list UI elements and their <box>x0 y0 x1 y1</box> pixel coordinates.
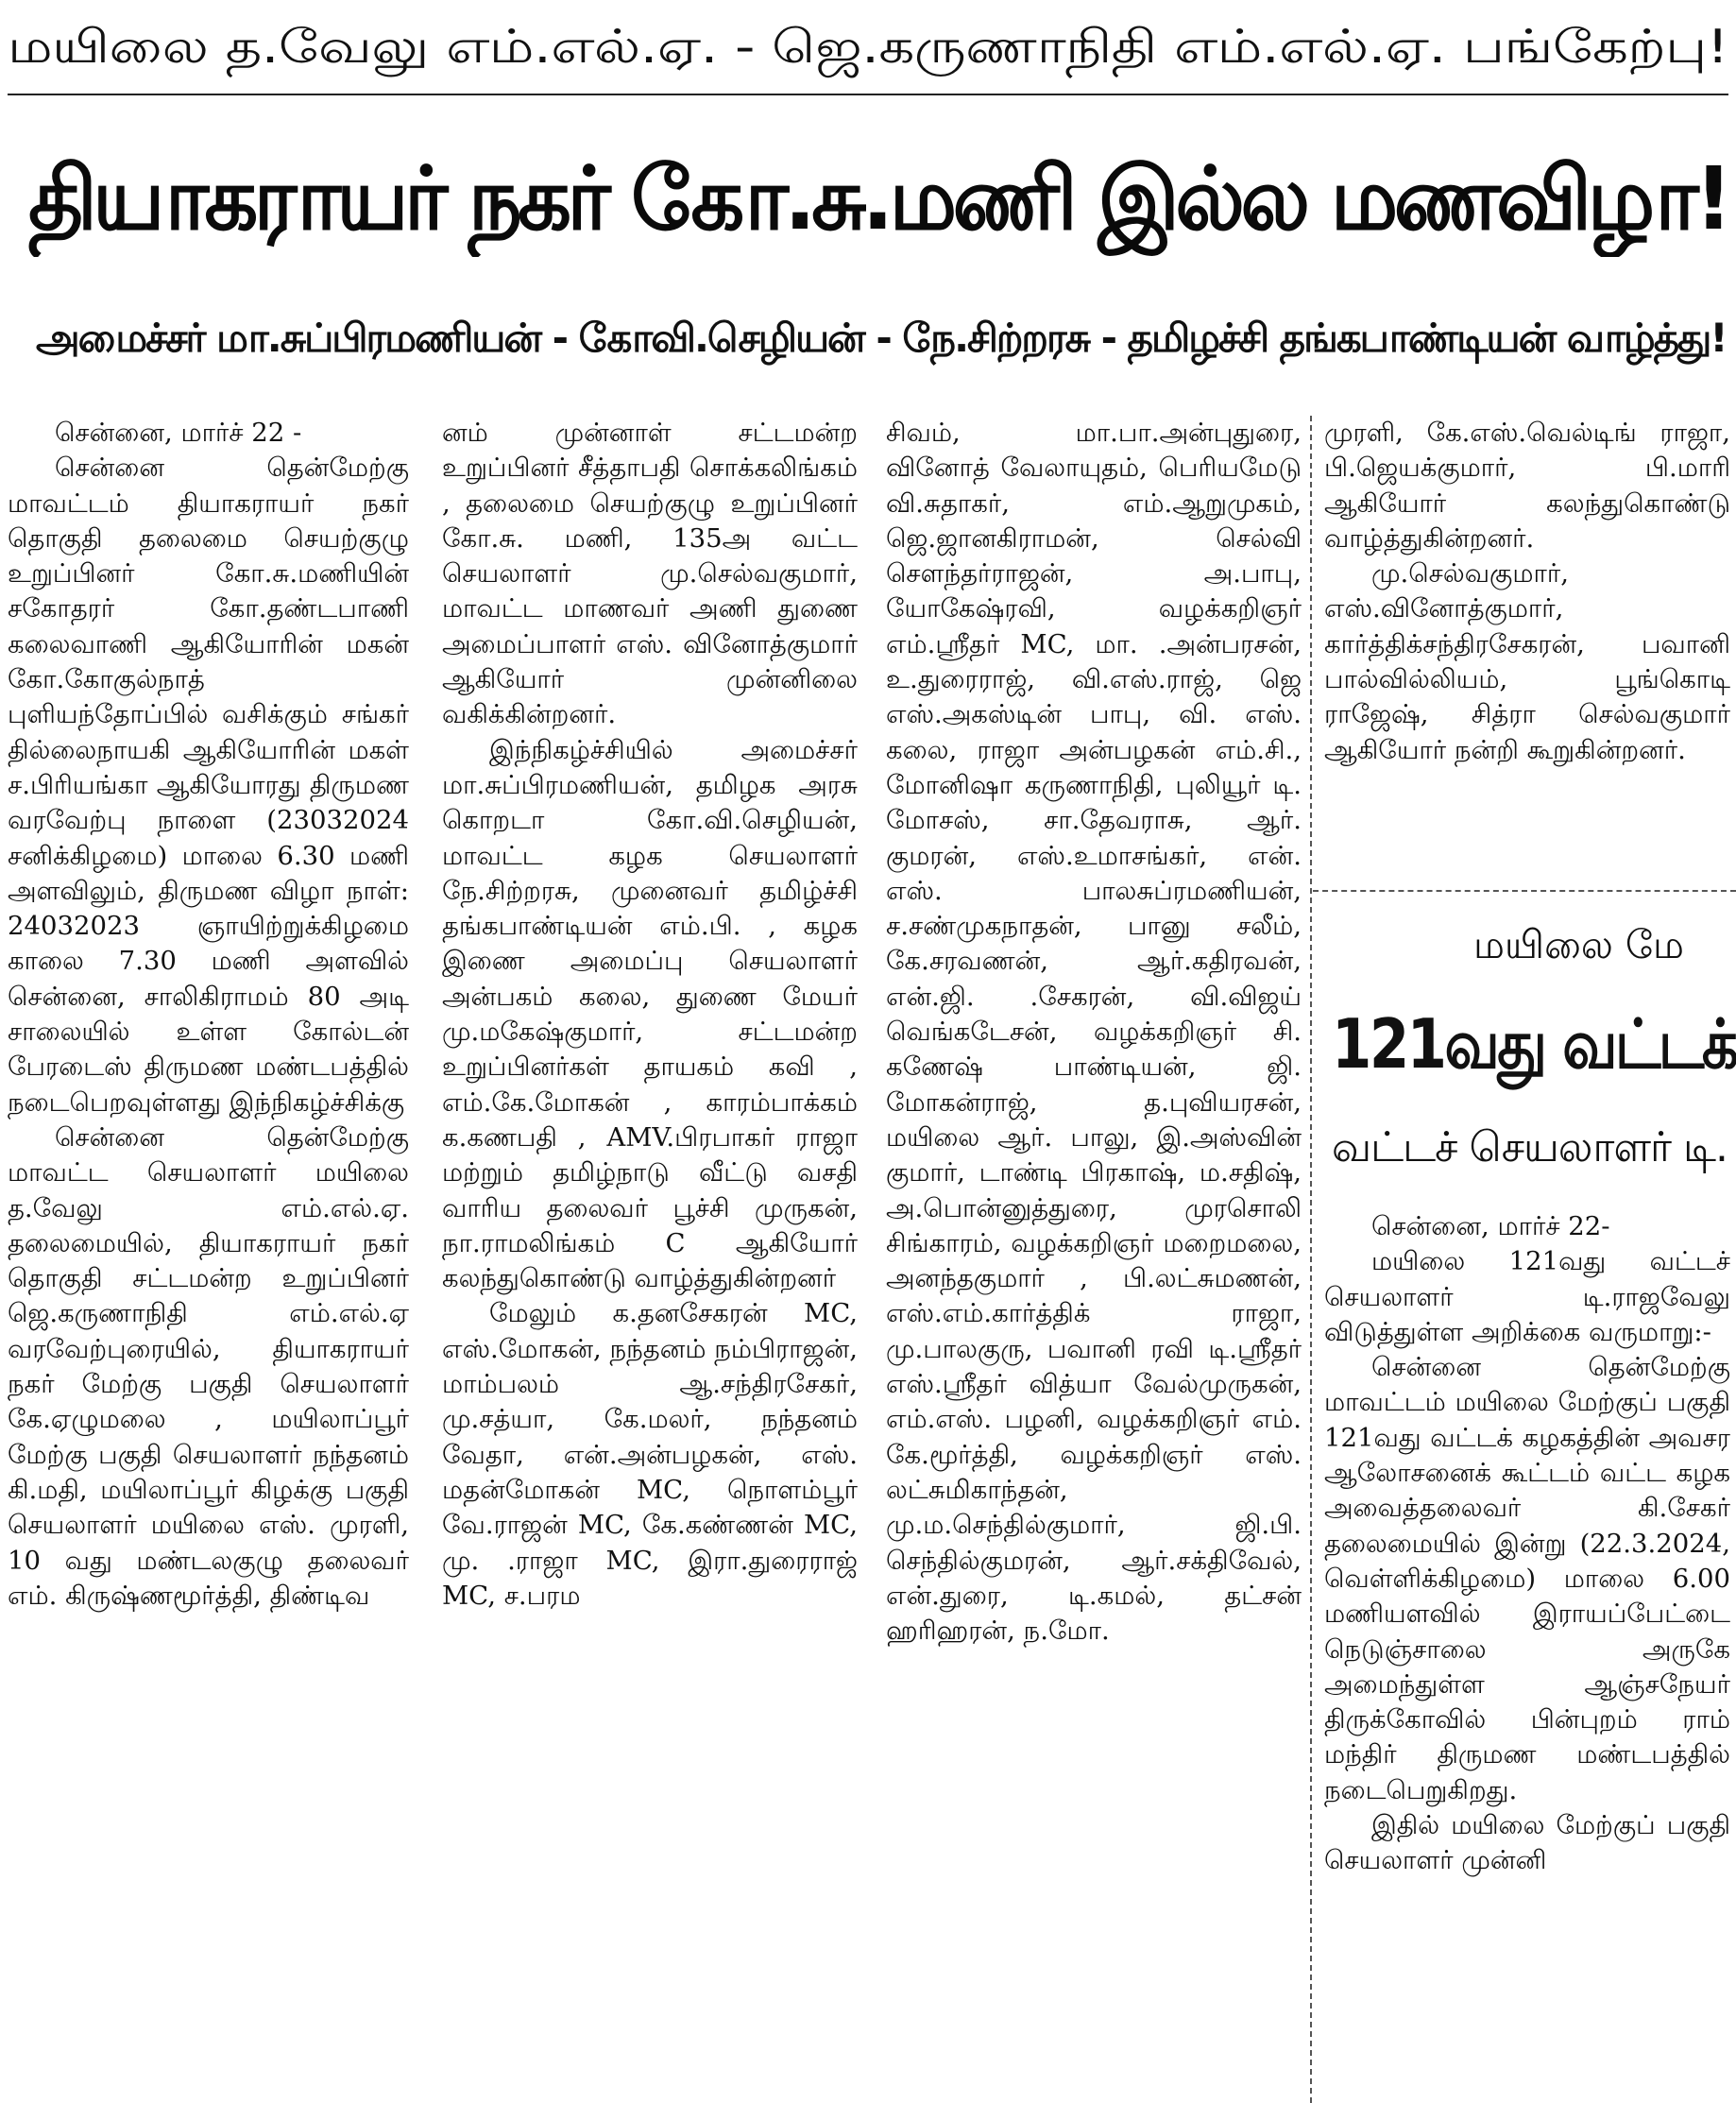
paragraph: இந்நிகழ்ச்சியில் அமைச்சர் மா.சுப்பிரமணியன், தமிழக அரசு கொறடா கோ.வி.செழியன், மாவட்ட கழக செயலாளர் நே.சிற்றரசு, முனைவர் தமிழ்ச்சி தங்கபாண்டியன் எம்.பி. , கழக இணை அமைப்பு செயலாளர் அன்பகம் கலை, துணை மேயர் மு.மகேஷ்குமார், சட்டமன்ற உறுப்பினர்கள் தாயகம் கவி , எம்.கே.மோகன் , காரம்பாக்கம் க.கணபதி , AMV.பிரபாகர் ராஜா மற்றும் தமிழ்நாடு வீட்டு வசதி வாரிய தலைவர் பூச்சி முருகன், நா.ராமலிங்கம் C ஆகியோர் கலந்துகொண்டு வாழ்த்துகின்றனர் <box>442 734 858 1294</box>
dateline: சென்னை, மார்ச் 22- <box>1371 1211 1610 1241</box>
paragraph: சென்னை தென்மேற்கு மாவட்டம் மயிலை மேற்குப் பகுதி 121வது வட்டக் கழகத்தின் அவசர ஆலோசனைக் கூட்டம் வட்ட கழக அவைத்தலைவர் கி.சேகர் தலைமையில் இன்று (22.3.2024, வெள்ளிக்கிழமை) மாலை 6.00 மணியளவில் இராயப்பேட்டை நெடுஞ்சாலை அருகே அமைந்துள்ள ஆஞ்சநேயர் திருக்கோவில் பின்புறம் ராம் மந்திர் திருமண மண்டபத்தில் நடைபெறுகிறது. <box>1324 1352 1730 1805</box>
side-article-body <box>1324 1209 1730 2097</box>
paragraph: மு.செல்வகுமார், எஸ்.வினோத்குமார், கார்த்திக்சந்திரசேகரன், பவானி பால்வில்லியம், பூங்கொடி ராஜேஷ், சித்ரா செல்வகுமார் ஆகியோர் நன்றி கூறுகின்றனர். <box>1324 558 1730 765</box>
kicker-line: மயிலை த.வேலு எம்.எல்.ஏ. - ஜெ.கருணாநிதி எம்.எல்.ஏ. பங்கேற்பு! <box>8 20 1728 74</box>
headline: தியாகராயர் நகர் கோ.சு.மணி இல்ல மணவிழா! <box>28 148 1728 249</box>
paragraph: சென்னை தென்மேற்கு மாவட்ட செயலாளர் மயிலை த.வேலு எம்.எல்.ஏ. தலைமையில், தியாகராயர் நகர் தொகுதி சட்டமன்ற உறுப்பினர் ஜெ.கருணாநிதி எம்.எல்.ஏ வரவேற்புரையில், தியாகராயர் நகர் மேற்கு பகுதி செயலாளர் கே.ஏழுமலை , மயிலாப்பூர் மேற்கு பகுதி செயலாளர் நந்தனம் கி.மதி, மயிலாப்பூர் கிழக்கு பகுதி செயலாளர் மயிலை எஸ். முரளி, 10 வது மண்டலகுழு தலைவர் எம். கிருஷ்ணமூர்த்தி, திண்டிவ <box>8 1121 409 1611</box>
top-rule <box>8 94 1728 95</box>
article-column-3 <box>886 416 1302 2097</box>
paragraph: னம் முன்னாள் சட்டமன்ற உறுப்பினர் சீத்தாபதி சொக்கலிங்கம் , தலைமை செயற்குழு உறுப்பினர் கோ.சு. மணி, 135அ வட்ட செயலாளர் மு.செல்வகுமார், மாவட்ட மாணவர் அணி துணை அமைப்பாளர் எஸ். வினோத்குமார் ஆகியோர் முன்னிலை வகிக்கின்றனர். <box>442 418 858 730</box>
paragraph: மேலும் க.தனசேகரன் MC, எஸ்.மோகன், நந்தனம் நம்பிராஜன், மாம்பலம் ஆ.சந்திரசேகர், மு.சத்யா, கே.மலர், நந்தனம் வேதா, என்.அன்பழகன், எஸ். மதன்மோகன் MC, நொளம்பூர் வே.ராஜன் MC, கே.கண்ணன் MC, மு. .ராஜா MC, இரா.துரைராஜ் MC, ச.பரம <box>442 1298 858 1611</box>
article-column-2 <box>442 416 858 2097</box>
side-subheadline: வட்டச் செயலாளர் டி. <box>1332 1123 1728 1171</box>
paragraph: முரளி, கே.எஸ்.வெல்டிங் ராஜா, பி.ஜெயக்குமார், பி.மாரி ஆகியோர் கலந்துகொண்டு வாழ்த்துகின்றனர். <box>1324 418 1730 554</box>
paragraph: இதில் மயிலை மேற்குப் பகுதி செயலாளர் முன்னி <box>1324 1810 1730 1876</box>
article-column-4 <box>1324 416 1730 881</box>
paragraph: சென்னை தென்மேற்கு மாவட்டம் தியாகராயர் நகர் தொகுதி தலைமை செயற்குழு உறுப்பினர் கோ.சு.மணியின் சகோதரர் கோ.தண்டபாணி கலைவாணி ஆகியோரின் மகன் கோ.கோகுல்நாத் புளியந்தோப்பில் வசிக்கும் சங்கர் தில்லைநாயகி ஆகியோரின் மகள் ச.பிரியங்கா ஆகியோரது திருமண வரவேற்பு நாளை (23032024 சனிக்கிழமை) மாலை 6.30 மணி அளவிலும், திருமண விழா நாள்: 24032023 ஞாயிற்றுக்கிழமை காலை 7.30 மணி அளவில் சென்னை, சாலிகிராமம் 80 அடி சாலையில் உள்ள கோல்டன் பேரடைஸ் திருமண மண்டபத்தில் நடைபெறவுள்ளது இந்நிகழ்ச்சிக்கு <box>8 453 409 1118</box>
column-divider <box>1310 416 1312 2103</box>
side-kicker: மயிலை மே <box>1473 922 1685 967</box>
side-headline: 121வது வட்டக் <box>1332 1004 1736 1084</box>
dateline: சென்னை, மார்ச் 22 - <box>55 418 302 448</box>
paragraph: சிவம், மா.பா.அன்புதுரை, வினோத் வேலாயுதம், பெரியமேடு வி.சுதாகர், எம்.ஆறுமுகம், ஜெ.ஜானகிராமன், செல்வி சௌந்தர்ராஜன், அ.பாபு, யோகேஷ்ரவி, வழக்கறிஞர் எம்.ஸ்ரீதர் MC, மா. .அன்பரசன், உ.துரைராஜ், வி.எஸ்.ராஜ், ஜெ எஸ்.அகஸ்டின் பாபு, வி. எஸ். கலை, ராஜா அன்பழகன் எம்.சி., மோனிஷா கருணாநிதி, புலியூர் டி. மோசஸ், சா.தேவராசு, ஆர். குமரன், எஸ்.உமாசங்கர், என். எஸ். பாலசுப்ரமணியன், ச.சண்முகநாதன், பானு சலீம், கே.சரவணன், ஆர்.கதிரவன், என்.ஜி. .சேகரன், வி.விஜய் வெங்கடேசன், வழக்கறிஞர் சி. கணேஷ் பாண்டியன், ஜி. மோகன்ராஜ், த.புவியரசன், மயிலை ஆர். பாலு, இ.அஸ்வின் குமார், டாண்டி பிரகாஷ், ம.சதிஷ், அ.பொன்னுத்துரை, முரசொலி சிங்காரம், வழக்கறிஞர் மறைமலை, அனந்தகுமார் , பி.லட்சுமணன், எஸ்.எம்.கார்த்திக் ராஜா, மு.பாலகுரு, பவானி ரவி டி.ஸ்ரீதர் எஸ்.ஸ்ரீதர் வித்யா வேல்முருகன், எம்.எஸ். பழனி, வழக்கறிஞர் எம். கே.மூர்த்தி, வழக்கறிஞர் எஸ். லட்சுமிகாந்தன், மு.ம.செந்தில்குமார், ஜி.பி. செந்தில்குமரன், ஆர்.சக்திவேல், என்.துரை, டி.கமல், தட்சன் ஹரிஹரன், ந.மோ. <box>886 418 1302 1647</box>
paragraph: மயிலை 121வது வட்டச் செயலாளர் டி.ராஜவேலு விடுத்துள்ள அறிக்கை வருமாறு:- <box>1324 1246 1730 1347</box>
article-column-1 <box>8 416 409 2097</box>
section-divider <box>1313 890 1736 892</box>
subheadline: அமைச்சர் மா.சுப்பிரமணியன் - கோவி.செழியன் - நே.சிற்றரசு - தமிழச்சி தங்கபாண்டியன் வாழ்த்து! <box>36 315 1727 361</box>
